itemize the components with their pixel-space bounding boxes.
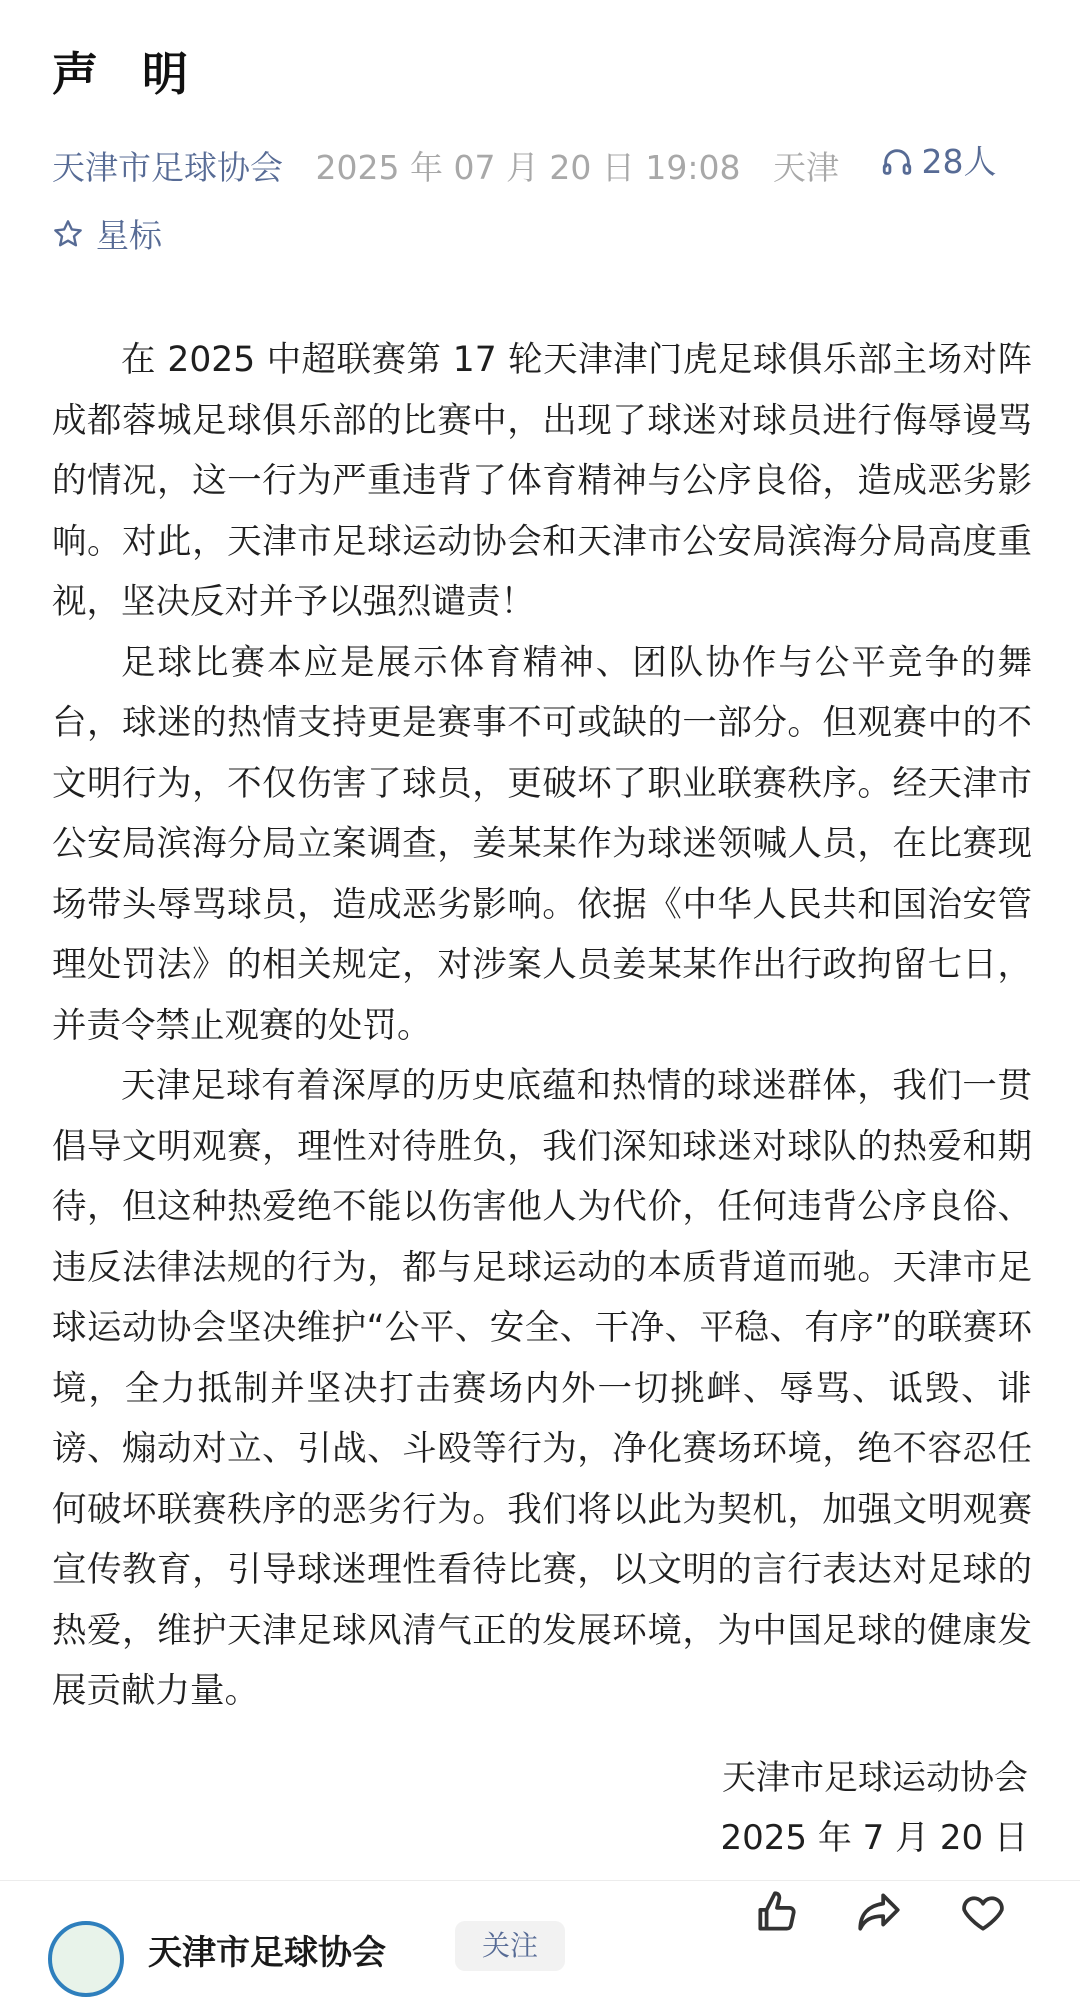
star-label: 星标 (96, 216, 162, 255)
share-icon[interactable] (854, 1887, 904, 1937)
bottom-bar (0, 1881, 1080, 1973)
follow-button[interactable]: 关注 (455, 1921, 565, 1971)
heart-icon[interactable] (958, 1887, 1008, 1937)
like-icon[interactable] (752, 1887, 802, 1937)
signature (721, 1748, 1028, 1868)
paragraph: 足球比赛本应是展示体育精神、团队协作与公平竞争的舞台，球迷的热情支持更是赛事不可或缺的一部分。但观赛中的不文明行为，不仅伤害了球员，更破坏了职业联赛秩序。经天津市公安局滨海分局立案调查，姜某某作为球迷领喊人员，在比赛现场带头辱骂球员，造成恶劣影响。依据《中华人民共和国治安管理处罚法》的相关规定，对涉案人员姜某某作出行政拘留七日，并责令禁止观赛的处罚。 (52, 642, 1032, 1046)
star-icon (52, 218, 84, 250)
paragraph: 在 2025 中超联赛第 17 轮天津津门虎足球俱乐部主场对阵成都蓉城足球俱乐部的比赛中，出现了球迷对球员进行侮辱谩骂的情况，这一行为严重违背了体育精神与公序良俗，造成恶劣影响。对此，天津市足球运动协会和天津市公安局滨海分局高度重视，坚决反对并予以强烈谴责！ (52, 340, 1032, 622)
account-name[interactable]: 天津市足球协会 (148, 1933, 386, 1973)
publish-location: 天津 (773, 148, 840, 187)
article-body (52, 330, 1032, 1722)
account-avatar[interactable] (48, 1921, 124, 1997)
star-button[interactable] (52, 210, 162, 257)
paragraph: 天津足球有着深厚的历史底蕴和热情的球迷群体，我们一贯倡导文明观赛，理性对待胜负，我们深知球迷对球队的热爱和期待，但这种热爱绝不能以伤害他人为代价，任何违背公序良俗、违反法律法规的行为，都与足球运动的本质背道而驰。天津市足球运动协会坚决维护“公平、安全、干净、平稳、有序”的联赛环境，全力抵制并坚决打击赛场内外一切挑衅、辱骂、诋毁、诽谤、煽动对立、引战、斗殴等行为，净化赛场环境，绝不容忍任何破坏联赛秩序的恶劣行为。我们将以此为契机，加强文明观赛宣传教育，引导球迷理性看待比赛，以文明的言行表达对足球的热爱，维护天津足球风清气正的发展环境，为中国足球的健康发展贡献力量。 (52, 1066, 1032, 1711)
publish-date: 2025 年 07 月 20 日 19:08 (315, 148, 741, 187)
author-link[interactable]: 天津市足球协会 (52, 148, 283, 187)
listen-button[interactable] (880, 140, 997, 184)
article-meta (52, 140, 1052, 190)
signature-org: 天津市足球运动协会 (722, 1758, 1028, 1798)
headphones-icon (880, 145, 914, 179)
listener-count: 28人 (921, 142, 997, 181)
article-title: 声 明 (52, 47, 203, 101)
signature-date: 2025 年 7 月 20 日 (720, 1818, 1028, 1858)
